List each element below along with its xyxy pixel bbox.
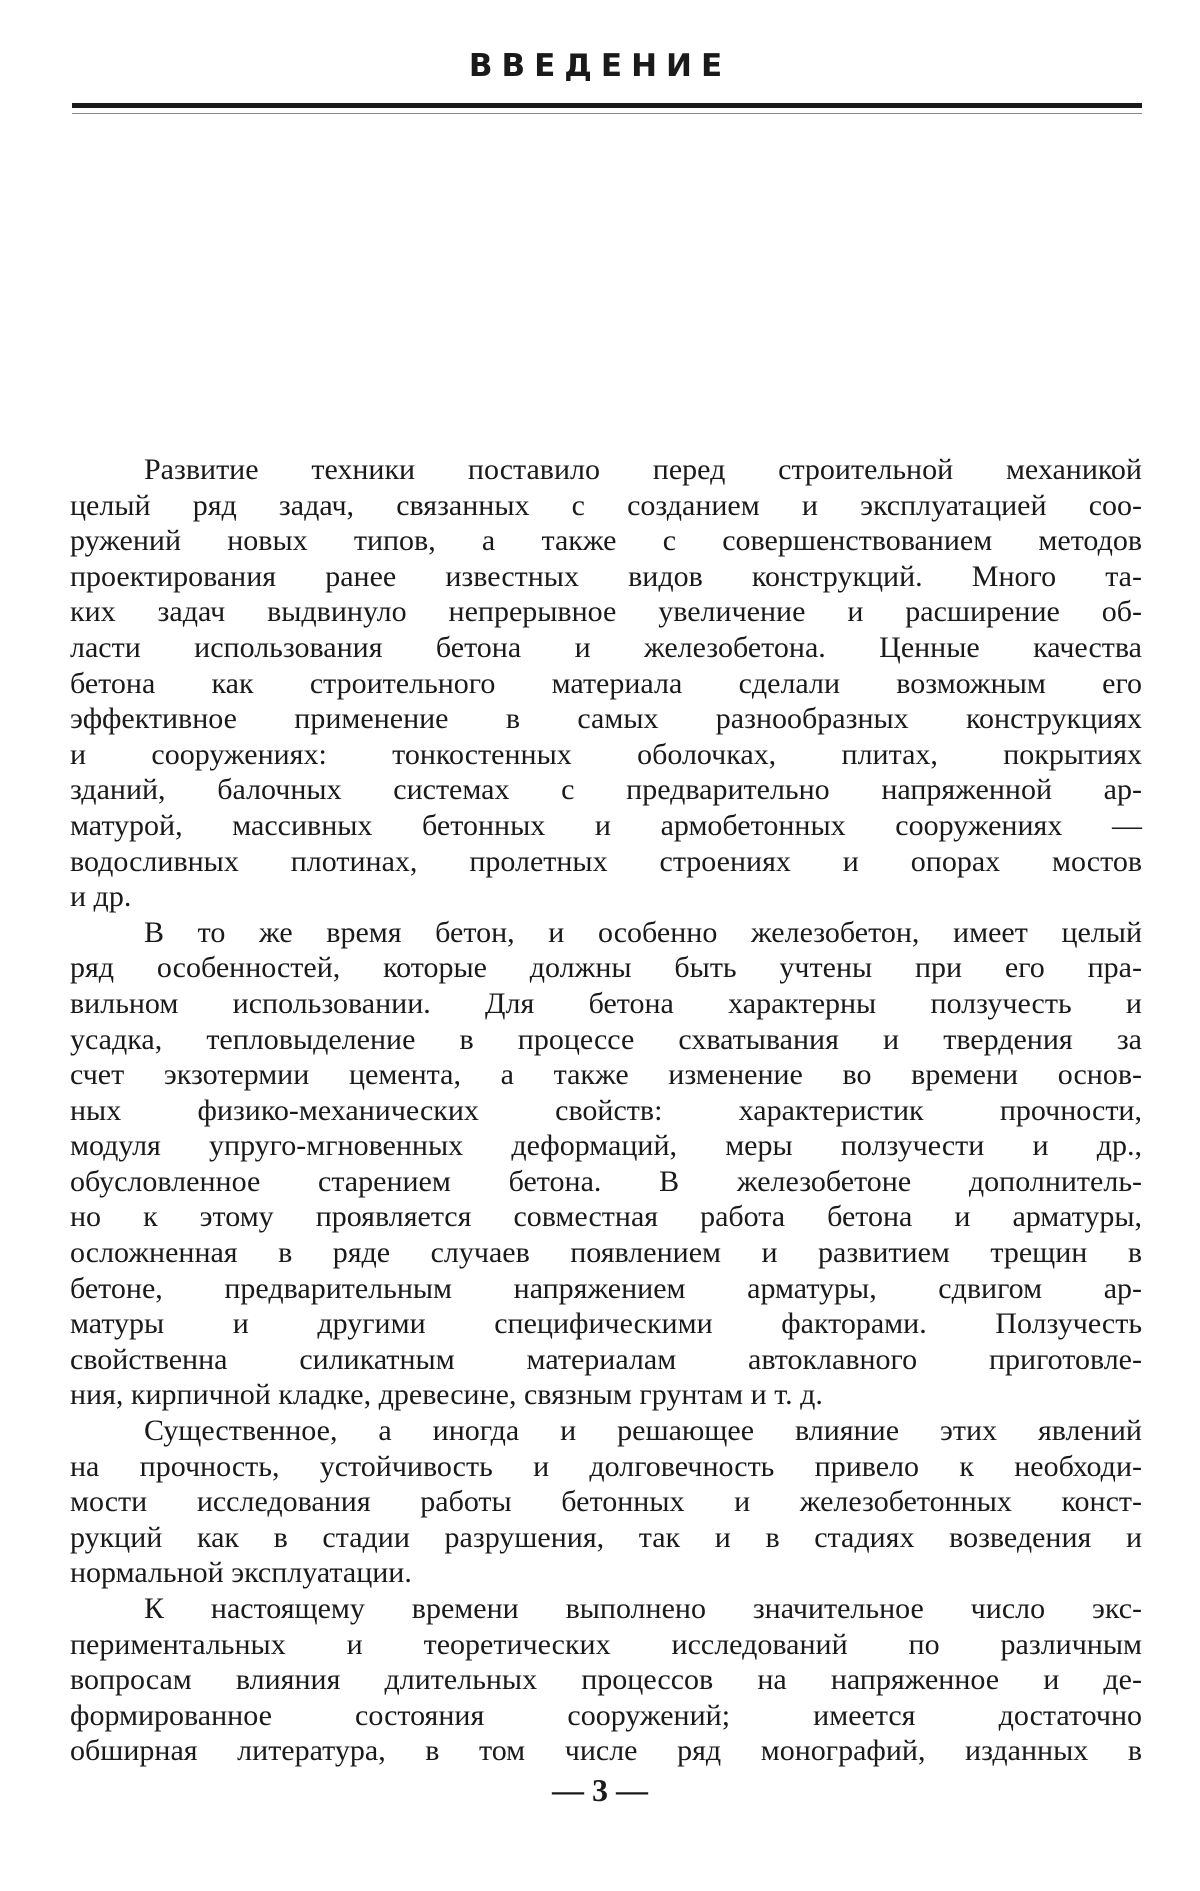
text-line: но к этому проявляется совместная работа бетона и арматуры, xyxy=(70,1200,1142,1234)
text-line: счет экзотермии цемента, а также изменение во времени основ- xyxy=(70,1058,1142,1092)
text-line: зданий, балочных системах с предварительно напряженной ар- xyxy=(70,773,1142,807)
text-line: на прочность, устойчивость и долговечность привело к необходи- xyxy=(70,1449,1142,1483)
heading-rule-thin xyxy=(72,113,1142,114)
text-line: свойственна силикатным материалам автоклавного приготовле- xyxy=(70,1342,1142,1376)
text-line: водосливных плотинах, пролетных строениях и опорах мостов xyxy=(70,844,1142,878)
text-line: бетона как строительного материала сделали возможным его xyxy=(70,666,1142,700)
text-line: рукций как в стадии разрушения, так и в стадиях возведения и xyxy=(70,1520,1142,1554)
text-line: Развитие техники поставило перед строительной механикой xyxy=(144,453,1142,486)
text-line: Существенное, а иногда и решающее влияние этих явлений xyxy=(144,1414,1142,1448)
text-line: обширная литература, в том числе ряд монографий, изданных в xyxy=(70,1734,1142,1768)
text-line: ных физико-механических свойств: характеристик прочности, xyxy=(70,1093,1142,1127)
text-line: вильном использовании. Для бетона характерны ползучесть и xyxy=(70,986,1142,1020)
text-line: ряд особенностей, которые должны быть учтены при его пра- xyxy=(70,951,1142,985)
chapter-heading: ВВЕДЕНИЕ xyxy=(468,48,732,84)
text-line: эффективное применение в самых разнообразных конструкциях xyxy=(70,702,1142,736)
text-line: осложненная в ряде случаев появлением и развитием трещин в xyxy=(70,1236,1142,1270)
text-line: и сооружениях: тонкостенных оболочках, плитах, покрытиях xyxy=(70,737,1142,771)
text-line: В то же время бетон, и особенно железобетон, имеет целый xyxy=(144,915,1142,949)
page-number: — 3 — xyxy=(552,1772,648,1808)
text-line: К настоящему времени выполнено значительное число экс- xyxy=(144,1592,1142,1625)
text-line: ких задач выдвинуло непрерывное увеличение и расширение об- xyxy=(70,595,1142,629)
text-line: периментальных и теоретических исследований по различным xyxy=(70,1627,1142,1661)
text-line: проектирования ранее известных видов конструкций. Много та- xyxy=(70,559,1142,593)
text-line: матурой, массивных бетонных и армобетонных сооружениях — xyxy=(70,808,1142,842)
text-line: и др. xyxy=(70,880,132,914)
text-line: вопросам влияния длительных процессов на напряженное и де- xyxy=(70,1663,1142,1697)
heading-rule-thick xyxy=(72,103,1142,108)
text-line: целый ряд задач, связанных с созданием и эксплуатацией соо- xyxy=(70,488,1142,522)
text-line: модуля упруго-мгновенных деформаций, меры ползучести и др., xyxy=(70,1129,1142,1163)
text-line: обусловленное старением бетона. В железобетоне дополнитель- xyxy=(70,1164,1142,1198)
text-line: мости исследования работы бетонных и железобетонных конст- xyxy=(70,1485,1142,1519)
text-line: ружений новых типов, а также с совершенствованием методов xyxy=(70,524,1142,558)
text-line: ния, кирпичной кладке, древесине, связным грунтам и т. д. xyxy=(70,1378,823,1412)
text-line: нормальной эксплуатации. xyxy=(70,1556,412,1590)
text-line: бетоне, предварительным напряжением арматуры, сдвигом ар- xyxy=(70,1271,1142,1305)
text-line: ласти использования бетона и железобетона. Ценные качества xyxy=(70,630,1142,664)
text-line: матуры и другими специфическими факторами. Ползучесть xyxy=(70,1307,1142,1341)
body-text xyxy=(70,452,1142,1769)
text-line: усадка, тепловыделение в процессе схватывания и твердения за xyxy=(70,1022,1142,1056)
text-line: формированное состояния сооружений; имеется достаточно xyxy=(70,1698,1142,1732)
